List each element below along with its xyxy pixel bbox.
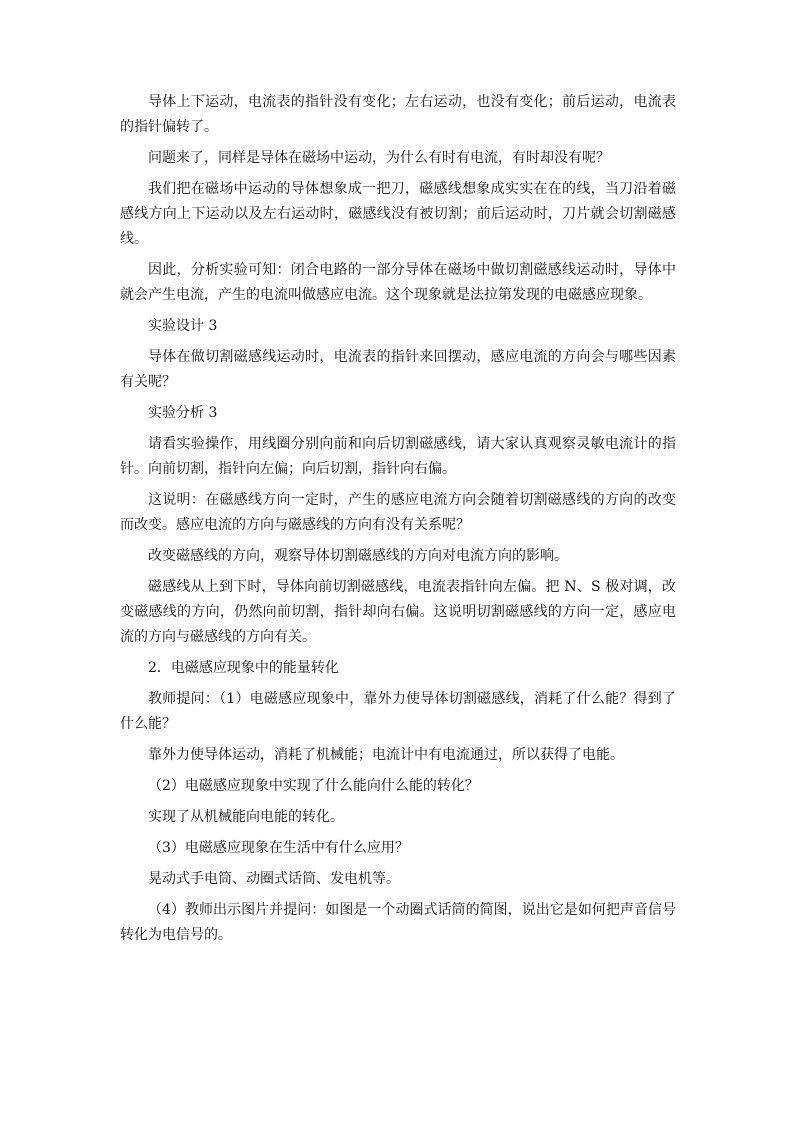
paragraph-question-3: （3）电磁感应现象在生活中有什么应用？ [148,840,409,856]
paragraph-explanation: 这说明：在磁感线方向一定时，产生的感应电流方向会随着切割磁感线的方向的改变而改变。感应电流的方向与磁感线的方向有没有关系呢？ [120,492,676,533]
heading-experiment-design-3: 实验设计 3 [148,318,218,334]
paragraph-coil-operation: 请看实验操作，用线圈分别向前和向后切割磁感线，请大家认真观察灵敏电流计的指针。向前切割，指针向左偏；向后切割，指针向右偏。 [120,436,676,477]
paragraph-pole-swap: 磁感线从上到下时，导体向前切割磁感线，电流表指针向左偏。把 N、S 极对调，改变磁感线的方向，仍然向前切割，指针却向右偏。这说明切割磁感线的方向一定，感应电流的方向与磁感线的方向有关。 [120,579,676,645]
paragraph-teacher-question-1: 教师提问：（1）电磁感应现象中，靠外力使导体切割磁感线，消耗了什么能？得到了什么能？ [120,691,676,732]
paragraph-knife-analogy: 我们把在磁场中运动的导体想象成一把刀，磁感线想象成实实在在的线，当刀沿着磁感线方向上下运动以及左右运动时，磁感线没有被切割；前后运动时，刀片就会切割磁感线。 [120,181,676,247]
document-page [120,90,676,954]
paragraph-answer-3: 晃动式手电筒、动圈式话筒、发电机等。 [148,871,400,887]
paragraph-conclusion: 因此，分析实验可知：闭合电路的一部分导体在磁场中做切割磁感线运动时，导体中就会产生电流，产生的电流叫做感应电流。这个现象就是法拉第发现的电磁感应现象。 [120,262,676,303]
paragraph-conductor-motion: 导体上下运动，电流表的指针没有变化；左右运动，也没有变化；前后运动，电流表的指针偏转了。 [120,94,676,135]
paragraph-change-field: 改变磁感线的方向，观察导体切割磁感线的方向对电流方向的影响。 [148,548,568,564]
paragraph-direction-question: 导体在做切割磁感线运动时，电流表的指针来回摆动，感应电流的方向会与哪些因素有关呢？ [120,349,676,390]
paragraph-question-4: （4）教师出示图片并提问：如图是一个动圈式话筒的简图，说出它是如何把声音信号转化为电信号的。 [120,902,676,943]
paragraph-question-2: （2）电磁感应现象中实现了什么能向什么能的转化？ [148,778,479,794]
heading-experiment-analysis-3: 实验分析 3 [148,405,218,421]
paragraph-answer-1: 靠外力使导体运动，消耗了机械能；电流计中有电流通过，所以获得了电能。 [148,747,624,763]
paragraph-question: 问题来了，同样是导体在磁场中运动，为什么有时有电流，有时却没有呢？ [148,150,610,166]
paragraph-answer-2: 实现了从机械能向电能的转化。 [148,809,344,825]
heading-energy-conversion: 2．电磁感应现象中的能量转化 [148,660,339,676]
